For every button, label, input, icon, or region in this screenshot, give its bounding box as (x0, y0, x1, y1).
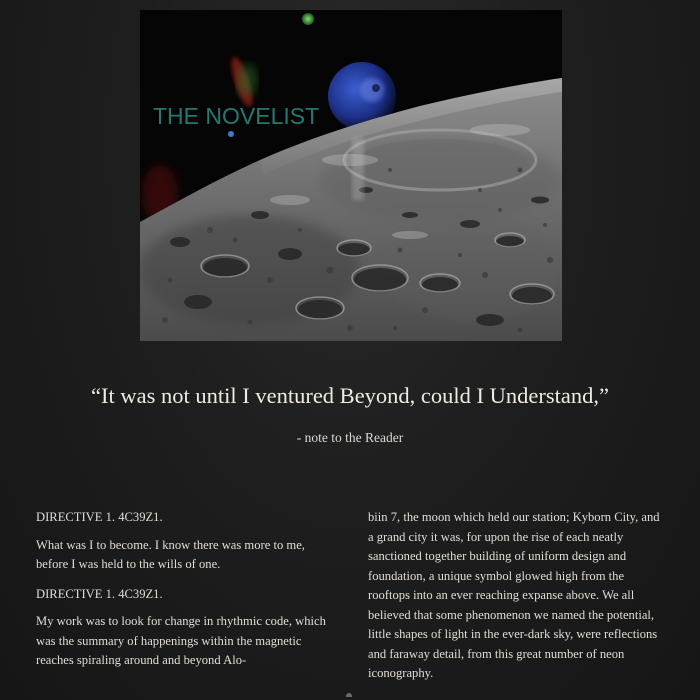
hero-image (140, 10, 562, 341)
story-column-right (368, 508, 668, 694)
story-paragraph: biin 7, the moon which held our station; Kyborn City, and a grand city it was, for upon the rise of each neatly sanctioned together building of uniform design and foundation, a unique symbol glowed high from the rooftops into an ever reaching expanse above. We all believed that some phenomenon we named the potential, little shapes of light in the ever-dark sky, were reflections and faraway detail, from this great number of neon iconography. (368, 510, 660, 680)
scroll-indicator[interactable] (346, 693, 352, 697)
story-paragraph: What was I to become. I know there was more to me, before I was held to the wills of one. (36, 537, 305, 571)
epigraph-quote: “It was not until I ventured Beyond, could I Understand,” (91, 383, 609, 408)
directive-heading: DIRECTIVE 1. 4C39Z1. (36, 510, 163, 524)
directive-heading: DIRECTIVE 1. 4C39Z1. (36, 586, 163, 601)
quote-attribution: - note to the Reader (296, 430, 404, 445)
story-column-left (36, 508, 336, 681)
hero-image-title: THE NOVELIST (153, 103, 320, 129)
story-paragraph: My work was to look for change in rhythmic code, which was the summary of happenings within the magnetic reaches spiraling around and beyond Alo- (36, 614, 326, 667)
moon-surface-illustration (140, 10, 562, 341)
